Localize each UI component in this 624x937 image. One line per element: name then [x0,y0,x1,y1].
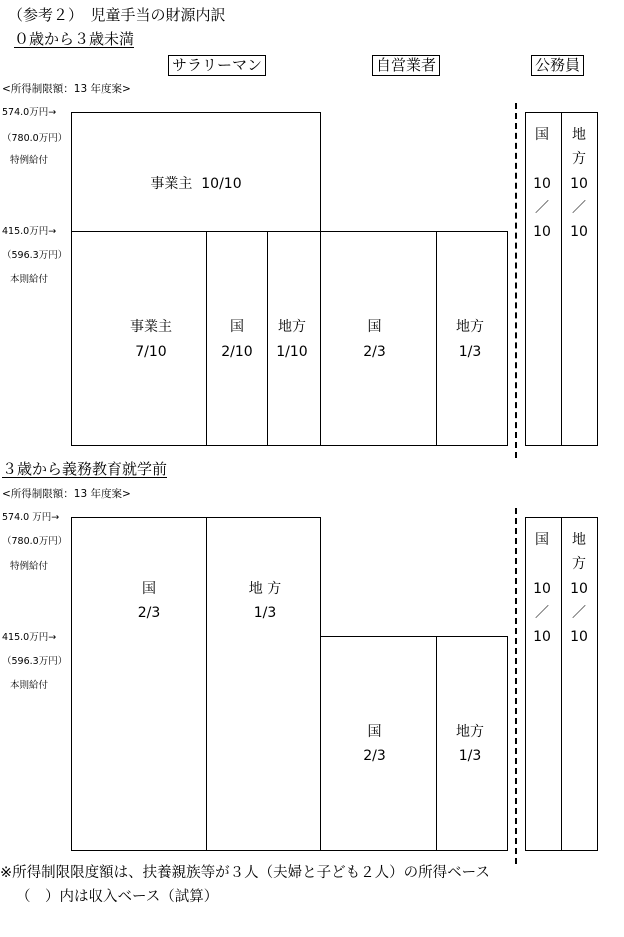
section2-top-income: （780.0万円） [2,536,68,547]
s1-public-local-name1: 地 [572,127,586,143]
header-public-servant: 公務員 [531,55,584,76]
s2-public-local-name1: 地 [572,532,586,548]
section2-mid-income: （596.3万円） [2,656,68,667]
page-title: （参考２） 児童手当の財源内訳 [8,6,226,24]
footnote-income-basis: ※所得制限限度額は、扶養親族等が３人（夫婦と子ども２人）の所得ベース [0,865,490,881]
s2-local-sal-box [206,517,321,851]
s1-national-sal-share: 2/10 [221,344,253,360]
s2-public-national-slash: ／ [535,605,549,621]
s2-local-sal-share: 1/3 [253,605,277,621]
section1-mid-kind: 本則給付 [10,274,49,285]
footnote-parentheses: （ ）内は収入ベース（試算） [16,889,219,905]
s1-public-local-slash: ／ [572,200,586,216]
s2-national-self-name: 国 [367,724,382,740]
s1-public-national-slash: ／ [535,200,549,216]
s1-local-self-share: 1/3 [458,344,482,360]
header-self-employed: 自営業者 [372,55,440,76]
s1-public-national-box [525,112,562,446]
section1-top-kind: 特例給付 [10,155,49,166]
s2-public-national-box [525,517,562,851]
s2-national-sal-share: 2/3 [137,605,161,621]
s1-divider [515,103,517,458]
section2-top-amount: 574.0 万円→ [2,512,60,523]
s1-national-self-share: 2/3 [363,344,386,360]
section1-top-amount: 574.0万円→ [2,107,57,118]
s2-national-self-share: 2/3 [363,748,386,764]
s2-national-sal-box [71,517,207,851]
section2-limit-caption: <所得制限額：13 年度案> [2,488,131,500]
s2-local-self-name: 地方 [456,724,484,740]
s1-employer-special-label [121,172,271,196]
section1-mid-amount: 415.0万円→ [2,226,57,237]
s2-local-sal-name: 地 方 [248,581,282,597]
s1-national-self-name: 国 [367,319,382,335]
section2-top-kind: 特例給付 [10,561,49,572]
s1-local-sal-share: 1/10 [276,344,308,360]
s2-national-sal-name: 国 [142,581,156,597]
section2-heading: ３歳から義務教育就学前 [2,460,168,478]
s1-local-sal-name: 地方 [278,319,306,335]
section1-limit-caption: <所得制限額：13 年度案> [2,83,131,95]
s2-divider [515,508,517,864]
s2-local-self-share: 1/3 [458,748,482,764]
s2-public-local-name2: 方 [572,556,586,572]
section2-mid-amount: 415.0万円→ [2,632,57,643]
s2-public-local-share1: 10 [570,581,588,597]
s1-public-national-name: 国 [535,127,549,143]
s2-public-national-share1: 10 [533,581,551,597]
section1-mid-income: （596.3万円） [2,250,68,261]
section1-heading: ０歳から３歳未満 [14,30,135,48]
s1-employer-special-name: 事業主 [150,176,193,192]
s2-public-national-name: 国 [535,532,549,548]
s2-public-national-share2: 10 [533,629,551,645]
s1-public-national-share2: 10 [533,224,551,240]
section1-top-income: （780.0万円） [2,133,68,144]
s1-employer-special-share: 10/10 [201,176,242,192]
s1-employer-name: 事業主 [130,319,172,335]
s1-public-local-name2: 方 [572,151,586,167]
s2-public-local-share2: 10 [570,629,588,645]
s1-public-local-share2: 10 [570,224,588,240]
s1-local-self-name: 地方 [456,319,484,335]
section2-mid-kind: 本則給付 [10,680,49,691]
s1-public-national-share1: 10 [533,176,551,192]
s1-employer-share: 7/10 [135,344,167,360]
s2-public-local-slash: ／ [572,605,586,621]
header-salaried: サラリーマン [168,55,266,76]
s1-public-local-share1: 10 [570,176,588,192]
s1-national-sal-name: 国 [230,319,244,335]
